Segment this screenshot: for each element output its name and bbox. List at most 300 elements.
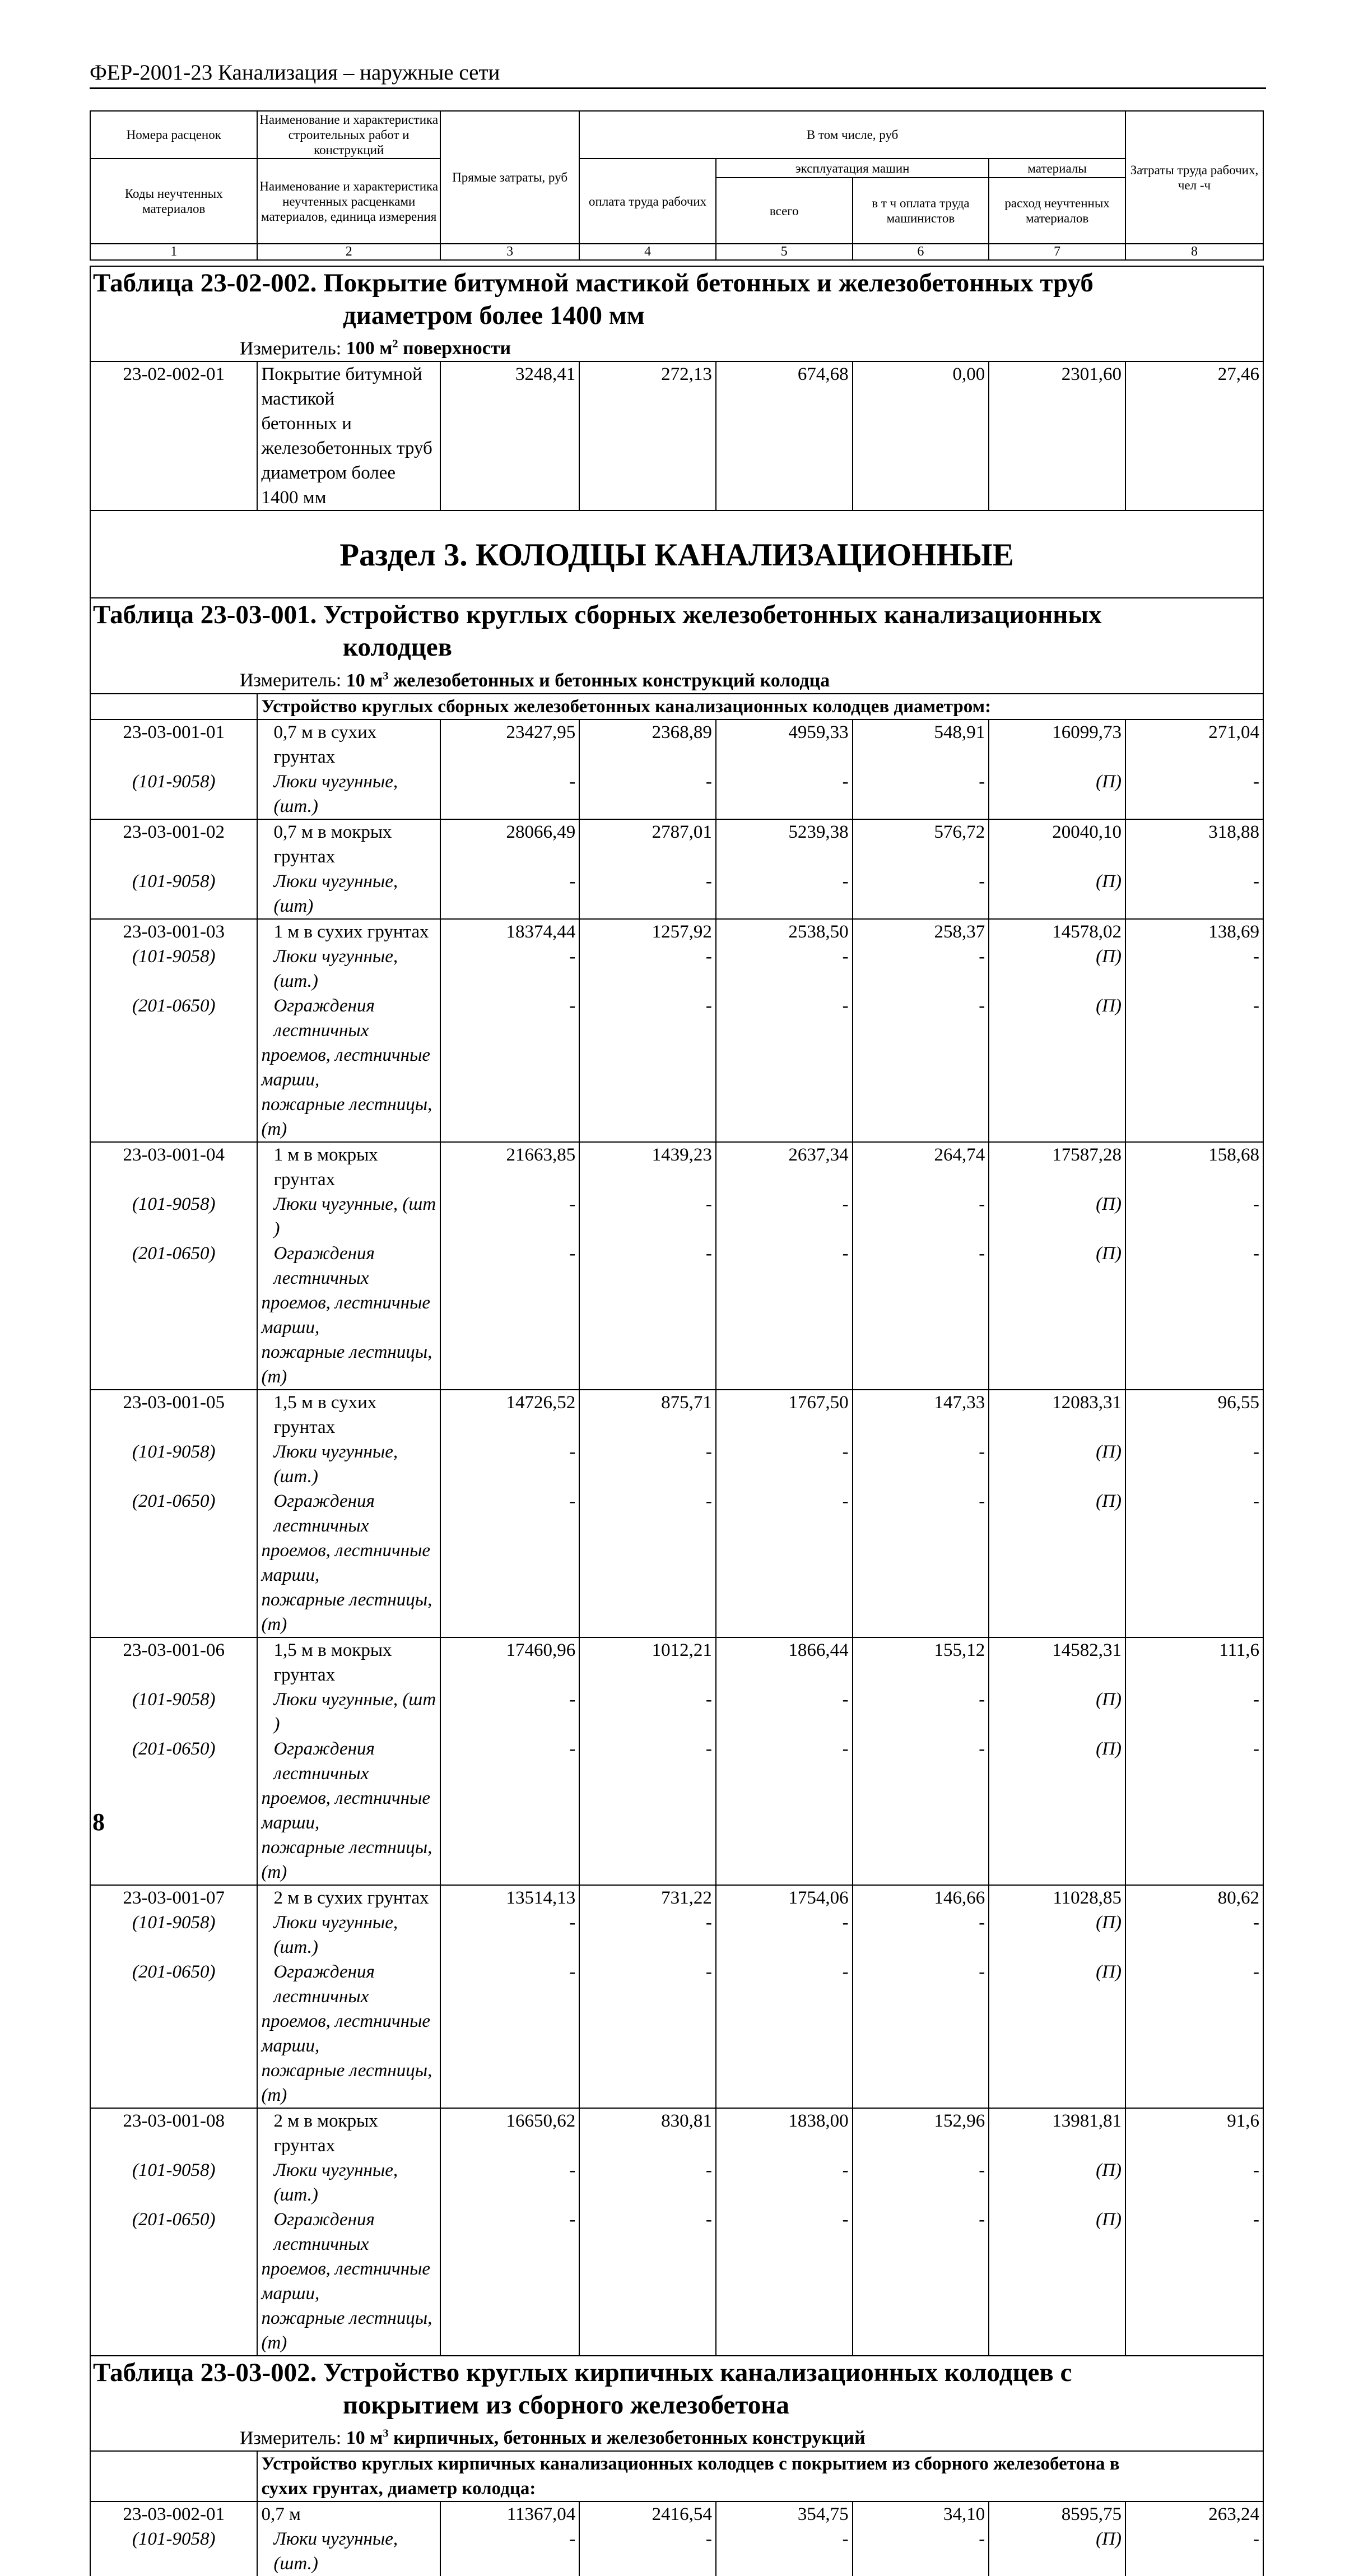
rate-name: 2 м в мокрых грунтах <box>257 2108 440 2158</box>
labor-hours-dash: - <box>1125 1737 1263 1786</box>
material-code: (101-9058) <box>90 1910 257 1960</box>
machinist-pay: 147,33 <box>853 1390 989 1440</box>
meter-value-text: 10 м <box>346 2427 383 2448</box>
direct-cost: 23427,95 <box>440 720 579 769</box>
direct-cost: 17460,96 <box>440 1637 579 1687</box>
direct-cost: 28066,49 <box>440 819 579 869</box>
empty-cell-3 <box>440 1835 579 1885</box>
rate-name: 1,5 м в мокрых грунтах <box>257 1637 440 1687</box>
rate-name: 0,7 м в сухих грунтах <box>257 720 440 769</box>
meter-value <box>346 338 511 359</box>
empty-cell-7 <box>989 2058 1125 2108</box>
meter-line <box>91 2421 1263 2450</box>
machinist-pay: 258,37 <box>853 919 989 944</box>
rate-code: 23-03-001-08 <box>90 2108 257 2158</box>
empty-cell-6 <box>853 1786 989 1835</box>
direct-cost-dash: - <box>440 1737 579 1786</box>
labor-hours: 80,62 <box>1125 1885 1263 1910</box>
material-code: (101-9058) <box>90 2158 257 2207</box>
empty-cell-6 <box>853 1092 989 1142</box>
labor-hours: 263,24 <box>1125 2501 1263 2527</box>
table-row <box>90 919 1263 944</box>
labor-pay-dash: - <box>579 994 716 1043</box>
material-name: проемов, лестничные марши, <box>257 1538 440 1588</box>
material-name: проемов, лестничные марши, <box>257 1043 440 1092</box>
empty-cell-5 <box>716 2009 853 2058</box>
table-title-row <box>90 266 1263 332</box>
table-row <box>90 411 1263 461</box>
material-code: (201-0650) <box>90 1241 257 1291</box>
empty-cell-6 <box>853 1835 989 1885</box>
table-row <box>90 2108 1263 2158</box>
machines-total: 2538,50 <box>716 919 853 944</box>
empty-cell-5 <box>716 1538 853 1588</box>
labor-pay-dash: - <box>579 1440 716 1489</box>
empty-cell-1 <box>90 1538 257 1588</box>
table-meter-row <box>90 663 1263 693</box>
empty-cell-1 <box>90 1291 257 1340</box>
labor-hours: 27,46 <box>1125 361 1263 411</box>
direct-cost-dash: - <box>440 1440 579 1489</box>
rate-name: 0,7 м <box>257 2501 440 2527</box>
empty-cell-1 <box>90 1786 257 1835</box>
table-row <box>90 1092 1263 1142</box>
rate-name: Покрытие битумной мастикой <box>257 361 440 411</box>
labor-hours: 91,6 <box>1125 2108 1263 2158</box>
rate-name: 1 м в мокрых грунтах <box>257 1142 440 1192</box>
table-row <box>90 944 1263 994</box>
empty-cell-3 <box>440 1291 579 1340</box>
machines-group-header: эксплуатация машин <box>716 159 989 178</box>
material-name: Люки чугунные, (шт.) <box>257 2158 440 2207</box>
labor-pay-dash: - <box>579 1960 716 2009</box>
table-row <box>90 1637 1263 1687</box>
empty-cell-5 <box>716 1786 853 1835</box>
material-mark: (П) <box>989 2527 1125 2576</box>
empty-cell-4 <box>579 461 716 510</box>
table-meter <box>90 663 1263 693</box>
material-name: Люки чугунные, (шт.) <box>257 1440 440 1489</box>
machinist-pay-dash: - <box>853 944 989 994</box>
labor-pay-dash: - <box>579 1489 716 1538</box>
empty-cell-4 <box>579 1340 716 1390</box>
col2-header-bottom: Наименование и характеристика неучтенных расценками материалов, единица измерения <box>257 159 440 244</box>
material-name: Ограждения лестничных <box>257 1737 440 1786</box>
table-title-row <box>90 2356 1263 2421</box>
empty-cell-5 <box>716 1092 853 1142</box>
empty-cell-8 <box>1125 1786 1263 1835</box>
material-mark: (П) <box>989 944 1125 994</box>
meter-value-sup: 3 <box>383 670 389 683</box>
labor-pay-dash: - <box>579 2158 716 2207</box>
meter-value <box>346 2428 866 2448</box>
direct-cost-dash: - <box>440 1489 579 1538</box>
empty-cell-8 <box>1125 2306 1263 2356</box>
empty-cell-8 <box>1125 1043 1263 1092</box>
empty-cell-5 <box>716 1835 853 1885</box>
machinist-pay-dash: - <box>853 1687 989 1737</box>
empty-cell-1 <box>90 2058 257 2108</box>
material-code: (201-0650) <box>90 1737 257 1786</box>
machines-total-dash: - <box>716 994 853 1043</box>
col7-header: расход неучтенных материалов <box>989 178 1125 244</box>
direct-cost-dash: - <box>440 2207 579 2257</box>
table-row <box>90 1885 1263 1910</box>
table-row <box>90 1390 1263 1440</box>
table-row <box>90 461 1263 510</box>
table-row <box>90 1910 1263 1960</box>
material-name: Люки чугунные, (шт ) <box>257 1192 440 1241</box>
empty-cell-7 <box>989 2257 1125 2306</box>
empty-cell-4 <box>579 1588 716 1637</box>
rates-table <box>90 266 1264 2576</box>
material-name: пожарные лестницы, (т) <box>257 1588 440 1637</box>
machinist-pay: 264,74 <box>853 1142 989 1192</box>
col3-header: Прямые затраты, руб <box>440 111 579 244</box>
machinist-pay: 548,91 <box>853 720 989 769</box>
direct-cost-dash: - <box>440 1910 579 1960</box>
table-meter-row <box>90 332 1263 361</box>
table-row <box>90 1835 1263 1885</box>
rate-code: 23-03-001-01 <box>90 720 257 769</box>
empty-cell-1 <box>90 2009 257 2058</box>
empty-cell-1 <box>90 2476 257 2501</box>
empty-cell-8 <box>1125 2058 1263 2108</box>
col4-header: оплата труда рабочих <box>579 159 716 244</box>
table-title-line2: колодцев <box>343 633 452 662</box>
rate-code: 23-03-001-02 <box>90 819 257 869</box>
labor-pay: 2787,01 <box>579 819 716 869</box>
machines-total: 674,68 <box>716 361 853 411</box>
empty-cell-1 <box>90 1835 257 1885</box>
material-mark: (П) <box>989 869 1125 919</box>
empty-cell-4 <box>579 1835 716 1885</box>
machines-total-dash: - <box>716 869 853 919</box>
materials-cost: 12083,31 <box>989 1390 1125 1440</box>
material-name: Ограждения лестничных <box>257 1241 440 1291</box>
material-name: проемов, лестничные марши, <box>257 2257 440 2306</box>
empty-cell-3 <box>440 1043 579 1092</box>
material-code: (201-0650) <box>90 1489 257 1538</box>
material-name: пожарные лестницы, (т) <box>257 1340 440 1390</box>
direct-cost: 3248,41 <box>440 361 579 411</box>
material-code: (101-9058) <box>90 1192 257 1241</box>
labor-pay-dash: - <box>579 1241 716 1291</box>
table-row <box>90 2476 1263 2501</box>
col8-header: Затраты труда рабочих, чел -ч <box>1125 111 1263 244</box>
table-title <box>90 266 1263 332</box>
labor-pay-dash: - <box>579 769 716 819</box>
material-code: (101-9058) <box>90 1687 257 1737</box>
machinist-pay: 155,12 <box>853 1637 989 1687</box>
empty-cell-1 <box>90 1043 257 1092</box>
material-code: (201-0650) <box>90 2207 257 2257</box>
table-meter <box>90 332 1263 361</box>
machines-total-dash: - <box>716 2527 853 2576</box>
empty-cell-7 <box>989 1538 1125 1588</box>
empty-cell-3 <box>440 411 579 461</box>
table-row <box>90 1291 1263 1340</box>
machines-total-dash: - <box>716 1910 853 1960</box>
table-row <box>90 361 1263 411</box>
labor-hours-dash: - <box>1125 1960 1263 2009</box>
direct-cost-dash: - <box>440 2527 579 2576</box>
materials-cost: 13981,81 <box>989 2108 1125 2158</box>
material-name: Люки чугунные, (шт.) <box>257 769 440 819</box>
empty-cell-1 <box>90 2451 257 2476</box>
machines-total-dash: - <box>716 1241 853 1291</box>
page-header: ФЕР-2001-23 Канализация – наружные сети <box>90 61 1266 89</box>
materials-cost: 8595,75 <box>989 2501 1125 2527</box>
column-number: 5 <box>716 244 853 260</box>
machinist-pay-dash: - <box>853 2207 989 2257</box>
labor-pay: 2416,54 <box>579 2501 716 2527</box>
meter-value-rest: кирпичных, бетонных и железобетонных конструкций <box>388 2427 866 2448</box>
rate-name: 1,5 м в сухих грунтах <box>257 1390 440 1440</box>
empty-cell-6 <box>853 2306 989 2356</box>
meter-value <box>346 670 830 691</box>
labor-hours-dash: - <box>1125 869 1263 919</box>
empty-cell-1 <box>90 461 257 510</box>
empty-cell-8 <box>1125 1835 1263 1885</box>
rate-code: 23-03-001-05 <box>90 1390 257 1440</box>
labor-hours-dash: - <box>1125 1241 1263 1291</box>
empty-cell-8 <box>1125 1538 1263 1588</box>
material-mark: (П) <box>989 1737 1125 1786</box>
labor-pay-dash: - <box>579 2207 716 2257</box>
machinist-pay-dash: - <box>853 1241 989 1291</box>
empty-cell-4 <box>579 1291 716 1340</box>
table-title-text <box>91 2356 1263 2421</box>
empty-cell-6 <box>853 1538 989 1588</box>
direct-cost: 14726,52 <box>440 1390 579 1440</box>
empty-cell-8 <box>1125 1092 1263 1142</box>
subheading: Устройство круглых сборных железобетонных канализационных колодцев диаметром: <box>257 694 1263 720</box>
section-title-text: Раздел 3. КОЛОДЦЫ КАНАЛИЗАЦИОННЫЕ <box>339 537 1014 573</box>
empty-cell-6 <box>853 2058 989 2108</box>
labor-pay: 830,81 <box>579 2108 716 2158</box>
meter-value-rest: поверхности <box>398 338 511 359</box>
labor-hours: 96,55 <box>1125 1390 1263 1440</box>
empty-cell-8 <box>1125 1588 1263 1637</box>
direct-cost: 18374,44 <box>440 919 579 944</box>
rate-code: 23-03-002-01 <box>90 2501 257 2527</box>
material-mark: (П) <box>989 1960 1125 2009</box>
empty-cell-3 <box>440 2058 579 2108</box>
material-code: (101-9058) <box>90 1440 257 1489</box>
meter-value-rest: железобетонных и бетонных конструкций колодца <box>388 670 830 691</box>
table-row <box>90 1960 1263 2009</box>
machines-total: 354,75 <box>716 2501 853 2527</box>
table-row <box>90 1786 1263 1835</box>
section-title-row <box>90 510 1263 598</box>
empty-cell-4 <box>579 1043 716 1092</box>
empty-cell-6 <box>853 1043 989 1092</box>
labor-hours-dash: - <box>1125 2158 1263 2207</box>
machinist-pay: 0,00 <box>853 361 989 411</box>
empty-cell-4 <box>579 1786 716 1835</box>
empty-cell-4 <box>579 2058 716 2108</box>
labor-pay: 1012,21 <box>579 1637 716 1687</box>
labor-hours: 158,68 <box>1125 1142 1263 1192</box>
material-name: Ограждения лестничных <box>257 2207 440 2257</box>
empty-cell-7 <box>989 1092 1125 1142</box>
column-number: 8 <box>1125 244 1263 260</box>
material-mark: (П) <box>989 1910 1125 1960</box>
rate-name: 1 м в сухих грунтах <box>257 919 440 944</box>
empty-cell-7 <box>989 2306 1125 2356</box>
direct-cost-dash: - <box>440 869 579 919</box>
empty-cell-8 <box>1125 411 1263 461</box>
empty-cell-7 <box>989 1588 1125 1637</box>
labor-pay: 731,22 <box>579 1885 716 1910</box>
table-row <box>90 1340 1263 1390</box>
empty-cell-1 <box>90 2257 257 2306</box>
column-number: 1 <box>90 244 257 260</box>
machinist-pay-dash: - <box>853 1489 989 1538</box>
empty-cell-5 <box>716 2257 853 2306</box>
rate-name: 0,7 м в мокрых грунтах <box>257 819 440 869</box>
empty-cell-5 <box>716 461 853 510</box>
machinist-pay-dash: - <box>853 1192 989 1241</box>
machines-total-dash: - <box>716 1737 853 1786</box>
empty-cell-5 <box>716 2058 853 2108</box>
direct-cost: 13514,13 <box>440 1885 579 1910</box>
meter-value-text: 10 м <box>346 670 383 691</box>
table-title <box>90 598 1263 663</box>
machines-total: 4959,33 <box>716 720 853 769</box>
empty-cell-3 <box>440 1786 579 1835</box>
empty-cell-4 <box>579 1538 716 1588</box>
material-name: пожарные лестницы, (т) <box>257 2306 440 2356</box>
col6-header: в т ч оплата труда машинистов <box>853 178 989 244</box>
labor-pay-dash: - <box>579 1192 716 1241</box>
col2-header-top: Наименование и характеристика строительных работ и конструкций <box>257 111 440 159</box>
empty-cell-1 <box>90 411 257 461</box>
material-name: проемов, лестничные марши, <box>257 2009 440 2058</box>
table-row <box>90 869 1263 919</box>
material-name: Люки чугунные, (шт.) <box>257 2527 440 2576</box>
machines-total-dash: - <box>716 1192 853 1241</box>
direct-cost: 16650,62 <box>440 2108 579 2158</box>
materials-cost: 11028,85 <box>989 1885 1125 1910</box>
labor-pay-dash: - <box>579 2527 716 2576</box>
labor-hours: 271,04 <box>1125 720 1263 769</box>
table-title-line1: Таблица 23-03-001. Устройство круглых сборных железобетонных канализационных <box>93 600 1102 630</box>
material-mark: (П) <box>989 2207 1125 2257</box>
machinist-pay-dash: - <box>853 1440 989 1489</box>
table-row <box>90 1489 1263 1538</box>
machines-total-dash: - <box>716 2207 853 2257</box>
material-name: Люки чугунные, (шт.) <box>257 944 440 994</box>
column-number: 2 <box>257 244 440 260</box>
empty-cell-8 <box>1125 2257 1263 2306</box>
labor-hours-dash: - <box>1125 1489 1263 1538</box>
table-title-text <box>91 598 1263 663</box>
empty-cell-8 <box>1125 461 1263 510</box>
page-number: 8 <box>92 1808 105 1836</box>
empty-cell-3 <box>440 461 579 510</box>
materials-cost: 2301,60 <box>989 361 1125 411</box>
empty-cell-7 <box>989 1340 1125 1390</box>
machines-total: 1866,44 <box>716 1637 853 1687</box>
empty-cell-4 <box>579 2009 716 2058</box>
material-mark: (П) <box>989 1192 1125 1241</box>
empty-cell-5 <box>716 411 853 461</box>
meter-line <box>91 332 1263 361</box>
labor-pay: 1439,23 <box>579 1142 716 1192</box>
direct-cost-dash: - <box>440 769 579 819</box>
empty-cell-8 <box>1125 1340 1263 1390</box>
empty-cell-1 <box>90 1340 257 1390</box>
table-row <box>90 1241 1263 1291</box>
materials-group-header: материалы <box>989 159 1125 178</box>
meter-value-sup: 2 <box>392 338 398 350</box>
empty-cell-6 <box>853 1340 989 1390</box>
table-title-line1: Таблица 23-03-002. Устройство круглых кирпичных канализационных колодцев с <box>93 2357 1072 2387</box>
machines-total: 1838,00 <box>716 2108 853 2158</box>
table-title-line1: Таблица 23-02-002. Покрытие битумной мастикой бетонных и железобетонных труб <box>93 268 1094 298</box>
machines-total-dash: - <box>716 1960 853 2009</box>
labor-hours-dash: - <box>1125 2527 1263 2576</box>
empty-cell-6 <box>853 1291 989 1340</box>
empty-cell-8 <box>1125 2009 1263 2058</box>
machines-total: 1754,06 <box>716 1885 853 1910</box>
empty-cell-6 <box>853 2009 989 2058</box>
material-name: пожарные лестницы, (т) <box>257 1835 440 1885</box>
table-row <box>90 819 1263 869</box>
machinist-pay: 34,10 <box>853 2501 989 2527</box>
labor-hours-dash: - <box>1125 1440 1263 1489</box>
materials-cost: 16099,73 <box>989 720 1125 769</box>
machinist-pay-dash: - <box>853 769 989 819</box>
table-row <box>90 2207 1263 2257</box>
material-name: пожарные лестницы, (т) <box>257 2058 440 2108</box>
labor-hours-dash: - <box>1125 1910 1263 1960</box>
machinist-pay: 152,96 <box>853 2108 989 2158</box>
labor-pay: 875,71 <box>579 1390 716 1440</box>
empty-cell-3 <box>440 1538 579 1588</box>
material-code: (101-9058) <box>90 769 257 819</box>
table-row <box>90 1687 1263 1737</box>
column-number: 7 <box>989 244 1125 260</box>
empty-cell-3 <box>440 1092 579 1142</box>
machines-total-dash: - <box>716 1687 853 1737</box>
empty-cell-1 <box>90 1092 257 1142</box>
labor-hours: 138,69 <box>1125 919 1263 944</box>
table-row <box>90 2501 1263 2527</box>
rate-name: бетонных и железобетонных труб <box>257 411 440 461</box>
machines-total-dash: - <box>716 1489 853 1538</box>
machinist-pay-dash: - <box>853 1910 989 1960</box>
meter-label: Измеритель: <box>240 670 342 691</box>
meter-label: Измеритель: <box>240 2427 342 2448</box>
material-name: проемов, лестничные марши, <box>257 1786 440 1835</box>
including-group-header: В том числе, руб <box>579 111 1125 159</box>
labor-hours: 318,88 <box>1125 819 1263 869</box>
material-name: Люки чугунные, (шт.) <box>257 1910 440 1960</box>
machinist-pay-dash: - <box>853 869 989 919</box>
meter-value-text: 100 м <box>346 338 393 359</box>
empty-cell-5 <box>716 1588 853 1637</box>
labor-pay-dash: - <box>579 1737 716 1786</box>
direct-cost-dash: - <box>440 1241 579 1291</box>
material-name: пожарные лестницы, (т) <box>257 1092 440 1142</box>
empty-cell-5 <box>716 2306 853 2356</box>
empty-cell-5 <box>716 1340 853 1390</box>
rate-name: диаметром более 1400 мм <box>257 461 440 510</box>
machines-total: 1767,50 <box>716 1390 853 1440</box>
